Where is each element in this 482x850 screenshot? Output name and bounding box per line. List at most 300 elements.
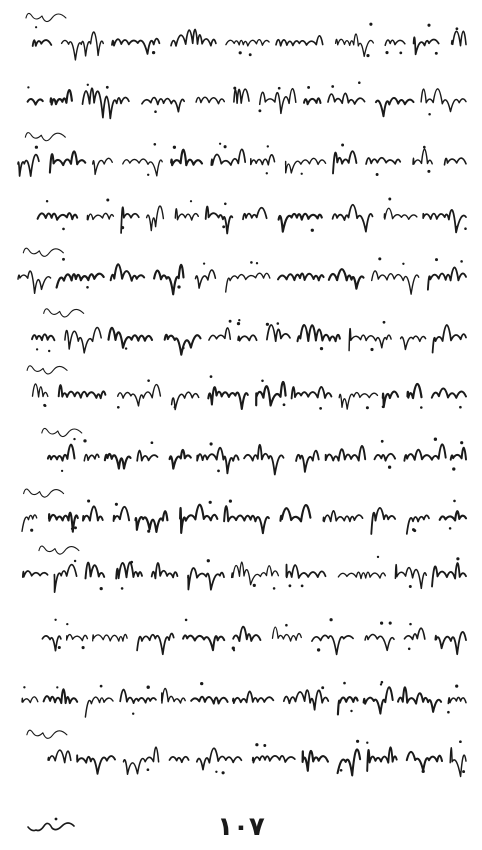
diacritic-dot xyxy=(459,406,462,409)
word-stroke xyxy=(18,271,51,293)
handwriting-strokes xyxy=(14,64,472,126)
diacritic-dot xyxy=(219,143,221,145)
word-stroke xyxy=(273,627,302,641)
word-stroke xyxy=(142,98,184,112)
word-stroke xyxy=(50,151,85,172)
word-stroke xyxy=(349,329,391,351)
word-stroke xyxy=(244,445,283,475)
diacritic-dot xyxy=(66,623,68,625)
diacritic-dot xyxy=(115,503,118,506)
diacritic-dot xyxy=(147,686,150,689)
diacritic-dot xyxy=(382,406,385,409)
word-stroke xyxy=(48,750,71,762)
diacritic-dot xyxy=(447,711,450,714)
diacritic-dot xyxy=(452,467,455,470)
diacritic-dot xyxy=(106,86,109,89)
handwriting-strokes xyxy=(14,424,472,486)
diacritic-dot xyxy=(224,145,227,148)
word-stroke xyxy=(188,568,224,590)
word-stroke xyxy=(67,635,88,641)
word-stroke xyxy=(124,747,159,774)
word-stroke xyxy=(120,689,156,703)
word-stroke xyxy=(304,98,321,104)
diacritic-dot xyxy=(341,144,344,147)
word-stroke xyxy=(28,99,43,105)
word-stroke xyxy=(84,454,99,460)
diacritic-dot xyxy=(82,646,85,649)
word-stroke xyxy=(328,93,365,104)
word-stroke xyxy=(253,756,295,763)
word-stroke xyxy=(243,208,267,220)
manuscript-line xyxy=(14,362,472,424)
word-stroke xyxy=(226,273,270,292)
word-stroke xyxy=(375,454,396,461)
diacritic-dot xyxy=(229,320,232,323)
word-stroke xyxy=(112,39,159,54)
word-stroke xyxy=(209,328,230,340)
word-stroke xyxy=(183,635,224,650)
diacritic-dot xyxy=(23,686,25,688)
word-stroke xyxy=(51,90,72,104)
word-stroke xyxy=(404,444,445,461)
diacritic-dot xyxy=(121,226,124,229)
diacritic-dot xyxy=(147,379,150,382)
word-stroke xyxy=(54,565,76,593)
handwriting-strokes xyxy=(14,302,472,364)
diacritic-dot xyxy=(215,771,217,773)
diacritic-dot xyxy=(464,227,467,230)
word-stroke xyxy=(303,751,328,771)
diacritic-dot xyxy=(190,200,192,202)
diacritic-dot xyxy=(301,173,303,175)
word-stroke xyxy=(33,40,52,46)
diacritic-dot xyxy=(370,348,373,351)
interlinear-note-stroke xyxy=(23,248,63,256)
diacritic-dot xyxy=(428,113,431,116)
word-stroke xyxy=(286,565,325,578)
manuscript-line xyxy=(14,424,472,486)
word-stroke xyxy=(448,697,466,703)
word-stroke xyxy=(38,213,78,220)
word-stroke xyxy=(77,755,115,773)
diacritic-dot xyxy=(263,744,266,747)
diacritic-dot xyxy=(456,27,459,30)
diacritic-dot xyxy=(30,529,33,532)
diacritic-dot xyxy=(350,710,352,712)
word-stroke xyxy=(312,635,353,654)
word-stroke xyxy=(428,267,466,289)
diacritic-dot xyxy=(147,530,150,533)
diacritic-dot xyxy=(222,771,225,774)
word-stroke xyxy=(233,691,273,703)
interlinear-note-stroke xyxy=(24,489,64,497)
word-stroke xyxy=(372,271,419,294)
diacritic-dot xyxy=(399,52,402,55)
word-stroke xyxy=(366,158,400,164)
diacritic-dot xyxy=(87,84,89,86)
interlinear-note-stroke xyxy=(27,730,67,738)
word-stroke xyxy=(170,450,191,469)
word-stroke xyxy=(105,454,131,469)
diacritic-dot xyxy=(460,441,463,444)
diacritic-dot xyxy=(207,559,210,562)
diacritic-dot xyxy=(388,198,391,201)
diacritic-dot xyxy=(277,322,280,325)
diacritic-dot xyxy=(289,584,292,587)
word-stroke xyxy=(59,385,106,398)
word-stroke xyxy=(48,445,75,461)
word-stroke xyxy=(413,149,432,164)
diacritic-dot xyxy=(209,501,212,504)
diacritic-dot xyxy=(74,560,76,562)
word-stroke xyxy=(49,513,78,532)
word-stroke xyxy=(33,384,48,397)
word-stroke xyxy=(137,451,157,461)
diacritic-dot xyxy=(125,347,127,349)
word-stroke xyxy=(440,511,466,520)
diacritic-dot xyxy=(106,199,109,202)
interlinear-note-stroke xyxy=(25,133,65,141)
diacritic-dot xyxy=(43,404,46,407)
handwriting-strokes xyxy=(14,484,472,546)
word-stroke xyxy=(298,325,340,341)
word-stroke xyxy=(211,149,245,165)
word-stroke xyxy=(170,757,189,762)
interlinear-note-stroke xyxy=(42,428,82,436)
diacritic-dot xyxy=(117,406,120,409)
diacritic-dot xyxy=(321,686,324,689)
manuscript-line xyxy=(14,6,472,68)
diacritic-dot xyxy=(435,52,438,55)
diacritic-dot xyxy=(408,648,411,651)
manuscript-line xyxy=(14,302,472,364)
diacritic-dot xyxy=(378,257,381,260)
word-stroke xyxy=(414,37,439,54)
diacritic-dot xyxy=(380,622,383,625)
diacritic-dot xyxy=(459,740,462,743)
diacritic-dot xyxy=(130,561,133,564)
word-stroke xyxy=(233,627,260,641)
handwritten-text-block xyxy=(14,6,472,826)
diacritic-dot xyxy=(27,86,29,88)
word-stroke xyxy=(279,214,322,232)
word-stroke xyxy=(175,209,198,220)
diacritic-dot xyxy=(455,685,458,688)
word-stroke xyxy=(136,511,168,532)
diacritic-dot xyxy=(86,286,89,289)
word-stroke xyxy=(154,265,183,294)
diacritic-dot xyxy=(200,682,203,685)
diacritic-dot xyxy=(249,53,252,56)
word-stroke xyxy=(123,159,162,176)
diacritic-dot xyxy=(222,225,225,228)
interlinear-note-stroke xyxy=(26,13,66,21)
diacritic-dot xyxy=(278,87,281,90)
diacritic-dot xyxy=(233,649,235,651)
handwriting-strokes xyxy=(14,182,472,244)
diacritic-dot xyxy=(358,81,361,84)
diacritic-dot xyxy=(36,348,38,350)
diacritic-dot xyxy=(366,54,369,57)
manuscript-line xyxy=(14,124,472,186)
handwriting-strokes xyxy=(14,242,472,304)
diacritic-dot xyxy=(356,740,359,743)
word-stroke xyxy=(401,336,426,349)
diacritic-dot xyxy=(366,406,369,409)
diacritic-dot xyxy=(317,648,320,651)
word-stroke xyxy=(22,515,37,531)
word-stroke xyxy=(452,31,466,45)
diacritic-dot xyxy=(210,375,213,378)
word-stroke xyxy=(276,36,323,46)
manuscript-line xyxy=(14,242,472,304)
diacritic-dot xyxy=(174,406,176,408)
word-stroke xyxy=(292,387,332,399)
catchword-squiggle xyxy=(26,812,78,842)
diacritic-dot xyxy=(311,229,314,232)
interlinear-note-stroke xyxy=(39,546,79,554)
word-stroke xyxy=(197,748,242,769)
diacritic-dot xyxy=(462,770,465,773)
diacritic-dot xyxy=(330,618,333,621)
diacritic-dot xyxy=(147,768,150,771)
word-stroke xyxy=(407,515,429,534)
word-stroke xyxy=(383,392,398,408)
word-stroke xyxy=(408,384,422,398)
handwriting-strokes xyxy=(14,606,472,668)
diacritic-dot xyxy=(58,646,61,649)
handwriting-strokes xyxy=(14,124,472,186)
word-stroke xyxy=(278,274,324,281)
word-stroke xyxy=(451,448,466,460)
word-stroke xyxy=(433,325,466,353)
word-stroke xyxy=(111,264,144,280)
diacritic-dot xyxy=(250,261,253,264)
word-stroke xyxy=(376,98,414,116)
word-stroke xyxy=(171,29,216,45)
diacritic-dot xyxy=(340,769,343,772)
diacritic-dot xyxy=(307,86,310,89)
manuscript-line xyxy=(14,182,472,244)
word-stroke xyxy=(232,562,279,585)
word-stroke xyxy=(364,687,393,713)
diacritic-dot xyxy=(83,439,86,442)
diacritic-dot xyxy=(229,500,232,503)
diacritic-dot xyxy=(409,585,412,588)
manuscript-line xyxy=(14,668,472,730)
word-stroke xyxy=(339,393,377,410)
word-stroke xyxy=(432,563,466,586)
diacritic-dot xyxy=(182,347,185,350)
diacritic-dot xyxy=(381,440,384,443)
diacritic-dot xyxy=(35,146,38,149)
diacritic-dot xyxy=(100,587,103,590)
diacritic-dot xyxy=(237,322,240,325)
diacritic-dot xyxy=(62,228,65,231)
word-stroke xyxy=(296,451,319,472)
diacritic-dot xyxy=(62,258,65,261)
word-stroke xyxy=(191,697,227,704)
diacritic-dot xyxy=(435,258,438,261)
interlinear-note-stroke xyxy=(27,366,67,374)
word-stroke xyxy=(281,505,311,521)
diacritic-dot xyxy=(154,143,157,146)
word-stroke xyxy=(87,213,113,219)
word-stroke xyxy=(384,208,417,219)
diacritic-dot xyxy=(35,26,37,28)
diacritic-dot xyxy=(422,770,425,773)
diacritic-dot xyxy=(412,528,415,531)
word-stroke xyxy=(365,634,394,650)
word-stroke xyxy=(385,40,405,45)
diacritic-dot xyxy=(152,51,155,54)
word-stroke xyxy=(18,155,39,176)
word-stroke xyxy=(286,158,326,173)
diacritic-dot xyxy=(256,262,258,264)
diacritic-dot xyxy=(366,742,368,744)
diacritic-dot xyxy=(258,109,261,112)
word-stroke xyxy=(152,563,178,578)
diacritic-dot xyxy=(71,528,73,530)
word-stroke xyxy=(338,572,385,578)
word-stroke xyxy=(336,34,374,56)
diacritic-dot xyxy=(381,681,384,684)
handwriting-strokes xyxy=(14,6,472,68)
diacritic-dot xyxy=(261,380,264,383)
word-stroke xyxy=(85,697,113,717)
diacritic-dot xyxy=(460,260,463,263)
manuscript-line xyxy=(14,544,472,606)
word-stroke xyxy=(260,89,296,114)
diacritic-dot xyxy=(217,470,220,473)
word-stroke xyxy=(86,563,105,579)
diacritic-dot xyxy=(253,584,256,587)
word-stroke xyxy=(22,697,38,703)
diacritic-dot xyxy=(409,623,412,626)
diacritic-dot xyxy=(449,527,452,530)
manuscript-line xyxy=(14,606,472,668)
word-stroke xyxy=(367,747,397,771)
diacritic-dot xyxy=(455,226,457,228)
handwriting-strokes xyxy=(14,362,472,424)
word-stroke xyxy=(323,511,362,522)
word-stroke xyxy=(432,389,466,398)
word-stroke xyxy=(284,690,329,710)
diacritic-dot xyxy=(420,406,423,409)
word-stroke xyxy=(62,32,104,60)
diacritic-dot xyxy=(46,200,48,202)
diacritic-dot xyxy=(100,685,103,688)
word-stroke xyxy=(333,151,356,173)
manuscript-line xyxy=(14,484,472,546)
word-stroke xyxy=(395,565,426,589)
diacritic-dot xyxy=(273,587,276,590)
diacritic-dot xyxy=(151,441,154,444)
word-stroke xyxy=(196,97,224,103)
diacritic-dot xyxy=(453,500,456,503)
diacritic-dot xyxy=(376,173,379,176)
word-stroke xyxy=(423,210,466,233)
diacritic-dot xyxy=(285,624,288,627)
diacritic-dot xyxy=(427,24,430,27)
diacritic-dot xyxy=(267,145,269,147)
word-stroke xyxy=(435,632,466,654)
diacritic-dot xyxy=(132,713,134,715)
word-stroke xyxy=(116,562,142,578)
word-stroke xyxy=(65,328,101,353)
handwriting-strokes xyxy=(14,730,472,792)
word-stroke xyxy=(137,634,174,655)
word-stroke xyxy=(109,328,153,348)
word-stroke xyxy=(329,269,364,289)
handwriting-strokes xyxy=(14,668,472,730)
word-stroke xyxy=(405,628,425,639)
word-stroke xyxy=(208,387,248,409)
diacritic-dot xyxy=(434,438,437,441)
diacritic-dot xyxy=(402,263,404,265)
word-stroke xyxy=(256,382,285,406)
diacritic-dot xyxy=(73,438,75,440)
diacritic-dot xyxy=(380,683,382,685)
word-stroke xyxy=(326,446,366,461)
diacritic-dot xyxy=(319,407,322,410)
word-stroke xyxy=(32,334,54,340)
diacritic-dot xyxy=(233,87,236,90)
word-stroke xyxy=(121,207,139,233)
word-stroke xyxy=(57,274,104,288)
diacritic-dot xyxy=(56,686,58,688)
diacritic-dot xyxy=(369,23,372,26)
diacritic-dot xyxy=(48,350,50,352)
word-stroke xyxy=(147,206,164,230)
manuscript-line xyxy=(14,730,472,792)
diacritic-dot xyxy=(87,499,90,502)
diacritic-dot xyxy=(238,319,240,321)
manuscript-line xyxy=(14,64,472,126)
diacritic-dot xyxy=(239,51,242,54)
diacritic-dot xyxy=(331,85,334,88)
word-stroke xyxy=(267,325,290,341)
diacritic-dot xyxy=(301,585,304,588)
word-stroke xyxy=(371,508,395,534)
word-stroke xyxy=(93,158,113,174)
diacritic-dot xyxy=(266,172,268,174)
diacritic-dot xyxy=(147,174,149,176)
word-stroke xyxy=(226,40,269,46)
word-stroke xyxy=(421,89,466,112)
word-stroke xyxy=(93,634,127,641)
diacritic-dot xyxy=(423,146,426,149)
word-stroke xyxy=(162,688,186,703)
word-stroke xyxy=(83,88,129,118)
handwriting-strokes xyxy=(14,544,472,606)
word-stroke xyxy=(44,689,78,703)
diacritic-dot xyxy=(224,203,227,206)
diacritic-dot xyxy=(456,557,459,560)
diacritic-dot xyxy=(185,619,188,622)
word-stroke xyxy=(398,687,441,712)
word-stroke xyxy=(206,207,233,234)
diacritic-dot xyxy=(427,170,430,173)
word-stroke xyxy=(238,335,257,340)
word-stroke xyxy=(197,448,238,474)
word-stroke xyxy=(171,150,202,165)
diacritic-dot xyxy=(255,743,258,746)
diacritic-dot xyxy=(154,110,157,113)
diacritic-dot xyxy=(177,285,180,288)
diacritic-dot xyxy=(173,146,176,149)
diacritic-dot xyxy=(210,442,213,445)
